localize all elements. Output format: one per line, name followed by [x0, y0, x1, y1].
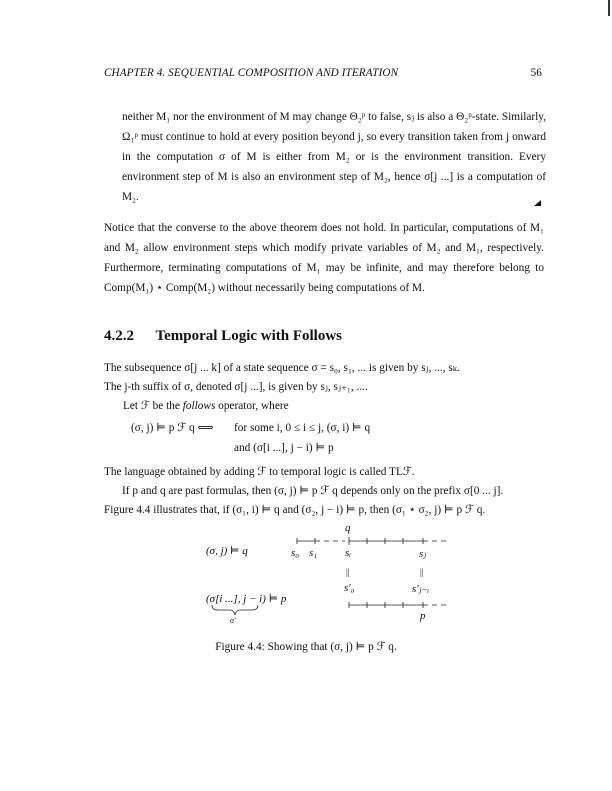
top-sequence-line: [297, 537, 448, 545]
section-number: 4.2.2: [104, 328, 134, 344]
equation-rhs-line1: for some i, 0 ≤ i ≤ j, (σ, i) ⊨ q: [234, 422, 371, 434]
running-header: [104, 67, 542, 79]
past-formula-paragraph: If p and q are past formulas, then (σ, j) ⊨ p ℱ q depends only on the prefix σ[0 ... j].: [122, 485, 504, 497]
equals-marker-left: ||: [346, 567, 350, 577]
notice-paragraph: Notice that the converse to the above theorem does not hold. In particular, computations of M₁ and M₂ allow environment steps which modify private variables of M₂ and M₁, respectively. Furthermore, terminating computations of M₁ may be infinite, and may therefore belong to Comp(M₁) ⋆ Comp(M₂) without necessarily being computations of M.: [104, 222, 544, 294]
page-edge-mark: [608, 0, 610, 16]
suffix-definition: The j-th suffix of σ, denoted σ[j ...], is given by sⱼ, sⱼ₊₁, ....: [104, 381, 368, 393]
language-definition: The language obtained by adding ℱ to temporal logic is called TLℱ.: [104, 466, 415, 478]
label-sj: sⱼ: [419, 548, 427, 560]
equals-marker-right: ||: [420, 567, 424, 577]
equation-rhs-line2: and (σ[i ...], j − i) ⊨ p: [234, 442, 334, 454]
label-p: p: [420, 610, 426, 622]
state-sequence-diagram: [0, 510, 612, 630]
underbrace-label: σ′: [230, 616, 236, 625]
label-q: q: [345, 522, 351, 534]
chapter-title: CHAPTER 4. SEQUENTIAL COMPOSITION AND ITERATION: [104, 67, 399, 79]
bottom-sequence-line: [349, 602, 448, 608]
label-s1: s₁: [309, 547, 318, 559]
let-suffix: operator, where: [215, 400, 289, 412]
figure-reference-paragraph: Figure 4.4 illustrates that, if (σ₁, i) ⊨ q and (σ₂, j − i) ⊨ p, then (σ₁ ⋆ σ₂, j) ⊨ p ℱ q.: [104, 504, 486, 516]
figure-bottom-formula: (σ[i ...], j − i) ⊨ p: [206, 593, 287, 605]
follows-operator-intro: [123, 396, 543, 416]
figure-top-formula: (σ, j) ⊨ q: [206, 545, 248, 557]
label-sj-minus-i-prime: s′ⱼ₋ᵢ: [412, 583, 430, 595]
section-heading: [104, 328, 342, 345]
label-s0-prime: s′₀: [344, 582, 355, 594]
page-number: 56: [530, 67, 542, 79]
section-title: Temporal Logic with Follows: [155, 328, 343, 344]
equation-lhs: (σ, j) ⊨ p ℱ q ⟺: [131, 422, 214, 434]
figure-4-4: [0, 510, 612, 630]
let-prefix: Let ℱ be the: [123, 400, 183, 412]
label-s0: s₀: [291, 547, 300, 559]
figure-caption: Figure 4.4: Showing that (σ, j) ⊨ p ℱ q.: [215, 641, 397, 653]
subsequence-definition: The subsequence σ[j ... k] of a state sequence σ = s₀, s₁, ... is given by sⱼ, ..., sₖ.: [104, 362, 460, 374]
proof-paragraph: neither M₁ nor the environment of M may change Θ₂ᵖ to false, sⱼ is also a Θ₂ᵖ-state. Similarly, Ω₁ᵖ must continue to hold at every position beyond j, so every transition taken from j onward in the computation σ of M is either from M₂ or is the environment transition. Every environment step of M is also an environment step of M₂, hence σ[j ...] is a computation of M₂.: [122, 111, 546, 203]
follows-emphasis: follows: [182, 400, 216, 412]
label-si: sᵢ: [345, 547, 352, 559]
